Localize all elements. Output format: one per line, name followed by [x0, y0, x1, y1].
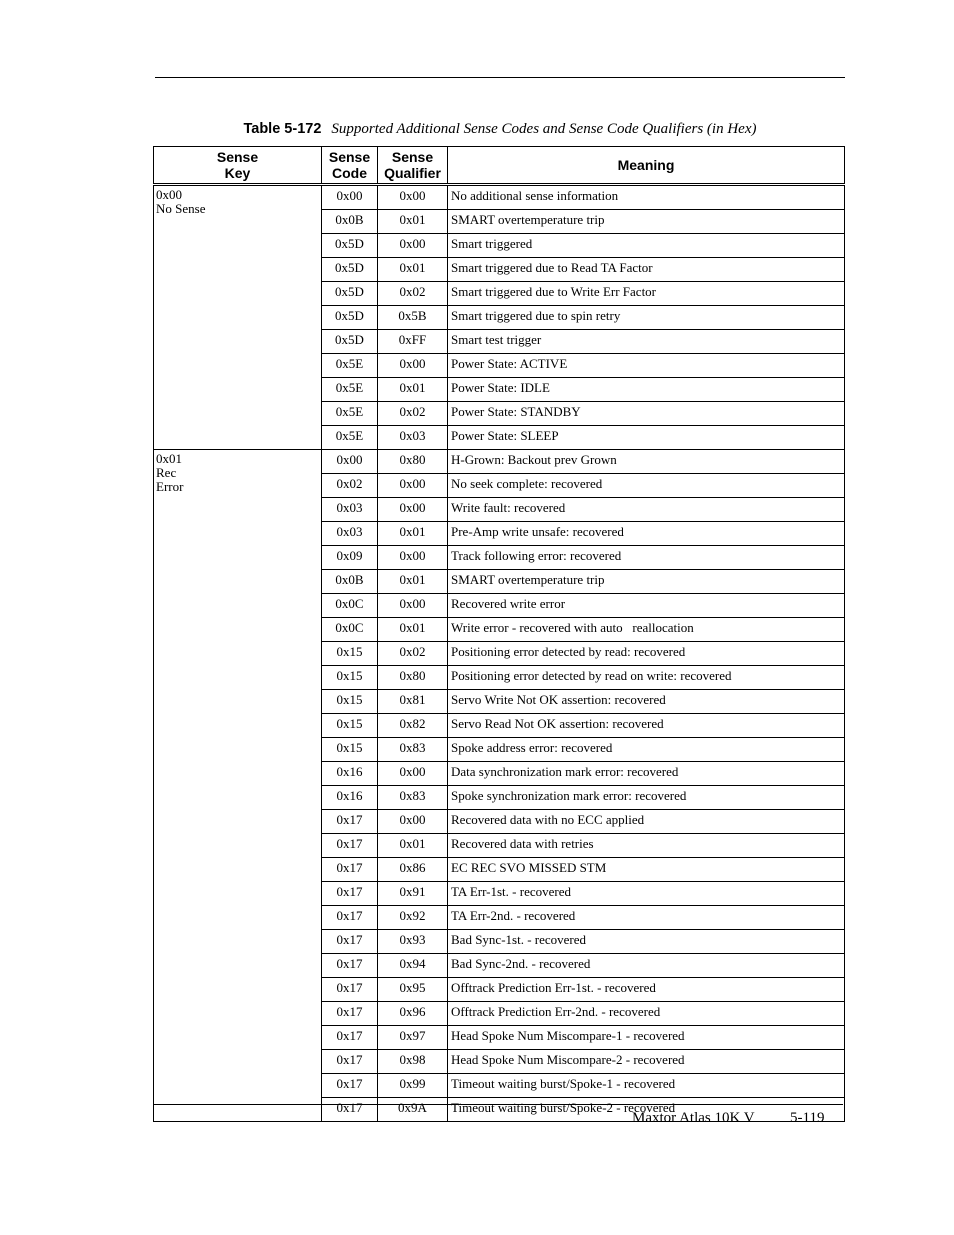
- sense-key-cell: [154, 450, 322, 1122]
- meaning-cell: Head Spoke Num Miscompare-1 - recovered: [448, 1026, 845, 1050]
- sense-qualifier-cell: 0x93: [378, 930, 448, 954]
- sense-qualifier-cell: 0x01: [378, 618, 448, 642]
- sense-code-cell: 0x17: [322, 1002, 378, 1026]
- meaning-cell: Power State: IDLE: [448, 378, 845, 402]
- sense-qualifier-cell: 0x97: [378, 1026, 448, 1050]
- sense-qualifier-cell: 0x01: [378, 258, 448, 282]
- meaning-cell: Write error - recovered with auto reallocation: [448, 618, 845, 642]
- sense-code-cell: 0x16: [322, 762, 378, 786]
- meaning-cell: Smart triggered due to spin retry: [448, 306, 845, 330]
- meaning-cell: EC REC SVO MISSED STM: [448, 858, 845, 882]
- footer-product-name: Maxtor Atlas 10K V: [632, 1110, 755, 1126]
- sense-qualifier-cell: 0x00: [378, 594, 448, 618]
- footer-rule: [153, 1104, 843, 1105]
- meaning-cell: Power State: SLEEP: [448, 426, 845, 450]
- sense-key-cell: [154, 185, 322, 450]
- meaning-cell: Timeout waiting burst/Spoke-1 - recovered: [448, 1074, 845, 1098]
- meaning-cell: Write fault: recovered: [448, 498, 845, 522]
- sense-key-line: 0x00: [156, 187, 182, 202]
- meaning-cell: TA Err-2nd. - recovered: [448, 906, 845, 930]
- sense-key-line: No Sense: [156, 201, 206, 216]
- meaning-cell: Smart triggered due to Write Err Factor: [448, 282, 845, 306]
- header-sense-key: Sense Key: [154, 147, 322, 185]
- sense-code-cell: 0x09: [322, 546, 378, 570]
- sense-qualifier-cell: 0x92: [378, 906, 448, 930]
- sense-code-cell: 0x5D: [322, 234, 378, 258]
- meaning-cell: Offtrack Prediction Err-2nd. - recovered: [448, 1002, 845, 1026]
- sense-code-cell: 0x16: [322, 786, 378, 810]
- sense-qualifier-cell: 0x01: [378, 522, 448, 546]
- meaning-cell: Recovered write error: [448, 594, 845, 618]
- sense-code-cell: 0x15: [322, 690, 378, 714]
- meaning-cell: H-Grown: Backout prev Grown: [448, 450, 845, 474]
- sense-qualifier-cell: 0x01: [378, 570, 448, 594]
- meaning-cell: Recovered data with retries: [448, 834, 845, 858]
- sense-code-cell: 0x15: [322, 666, 378, 690]
- sense-qualifier-cell: 0x01: [378, 834, 448, 858]
- meaning-cell: SMART overtemperature trip: [448, 210, 845, 234]
- sense-qualifier-cell: 0x86: [378, 858, 448, 882]
- meaning-cell: Bad Sync-2nd. - recovered: [448, 954, 845, 978]
- sense-qualifier-cell: 0x02: [378, 282, 448, 306]
- sense-qualifier-cell: 0x00: [378, 810, 448, 834]
- sense-code-cell: 0x5D: [322, 306, 378, 330]
- table-row: [154, 450, 845, 474]
- sense-code-cell: 0x5D: [322, 330, 378, 354]
- sense-qualifier-cell: 0x00: [378, 354, 448, 378]
- sense-code-cell: 0x17: [322, 906, 378, 930]
- header-meaning: Meaning: [448, 147, 845, 185]
- header-rule: [155, 77, 845, 78]
- sense-code-cell: 0x5E: [322, 426, 378, 450]
- sense-qualifier-cell: 0x02: [378, 402, 448, 426]
- meaning-cell: Track following error: recovered: [448, 546, 845, 570]
- sense-code-cell: 0x5D: [322, 282, 378, 306]
- header-sense-code: Sense Code: [322, 147, 378, 185]
- sense-code-cell: 0x17: [322, 930, 378, 954]
- meaning-cell: Data synchronization mark error: recovered: [448, 762, 845, 786]
- sense-code-cell: 0x17: [322, 1026, 378, 1050]
- sense-code-cell: 0x17: [322, 858, 378, 882]
- sense-code-cell: 0x0B: [322, 570, 378, 594]
- meaning-cell: SMART overtemperature trip: [448, 570, 845, 594]
- meaning-cell: Pre-Amp write unsafe: recovered: [448, 522, 845, 546]
- sense-code-cell: 0x15: [322, 738, 378, 762]
- meaning-cell: Power State: STANDBY: [448, 402, 845, 426]
- sense-qualifier-cell: 0x94: [378, 954, 448, 978]
- footer-page-number: 5-119: [790, 1110, 825, 1126]
- meaning-cell: Power State: ACTIVE: [448, 354, 845, 378]
- sense-qualifier-cell: 0x95: [378, 978, 448, 1002]
- sense-code-cell: 0x17: [322, 1050, 378, 1074]
- sense-code-cell: 0x17: [322, 1074, 378, 1098]
- sense-key-line: 0x01: [156, 451, 182, 466]
- meaning-cell: Smart test trigger: [448, 330, 845, 354]
- table-number: Table 5-172: [243, 121, 322, 137]
- sense-code-cell: 0x5D: [322, 258, 378, 282]
- sense-qualifier-cell: 0x00: [378, 234, 448, 258]
- header-sense-qualifier: Sense Qualifier: [378, 147, 448, 185]
- sense-qualifier-cell: 0x00: [378, 474, 448, 498]
- sense-qualifier-cell: 0xFF: [378, 330, 448, 354]
- sense-code-cell: 0x15: [322, 714, 378, 738]
- sense-qualifier-cell: 0x00: [378, 185, 448, 210]
- sense-code-cell: 0x03: [322, 522, 378, 546]
- sense-qualifier-cell: 0x01: [378, 378, 448, 402]
- sense-code-cell: 0x17: [322, 1098, 378, 1122]
- sense-qualifier-cell: 0x80: [378, 450, 448, 474]
- sense-code-cell: 0x00: [322, 450, 378, 474]
- sense-key-line: Error: [156, 479, 184, 494]
- sense-code-cell: 0x17: [322, 834, 378, 858]
- sense-code-cell: 0x5E: [322, 402, 378, 426]
- meaning-cell: Servo Read Not OK assertion: recovered: [448, 714, 845, 738]
- sense-qualifier-cell: 0x01: [378, 210, 448, 234]
- sense-qualifier-cell: 0x5B: [378, 306, 448, 330]
- meaning-cell: Recovered data with no ECC applied: [448, 810, 845, 834]
- table-header-row: [154, 147, 845, 185]
- sense-code-cell: 0x0C: [322, 618, 378, 642]
- sense-qualifier-cell: 0x98: [378, 1050, 448, 1074]
- sense-qualifier-cell: 0x9A: [378, 1098, 448, 1122]
- sense-code-cell: 0x15: [322, 642, 378, 666]
- sense-qualifier-cell: 0x83: [378, 786, 448, 810]
- meaning-cell: Servo Write Not OK assertion: recovered: [448, 690, 845, 714]
- sense-qualifier-cell: 0x96: [378, 1002, 448, 1026]
- sense-qualifier-cell: 0x03: [378, 426, 448, 450]
- sense-qualifier-cell: 0x00: [378, 762, 448, 786]
- meaning-cell: Spoke address error: recovered: [448, 738, 845, 762]
- sense-code-table: [153, 146, 845, 1122]
- meaning-cell: Positioning error detected by read: recovered: [448, 642, 845, 666]
- sense-code-cell: 0x17: [322, 954, 378, 978]
- meaning-cell: No additional sense information: [448, 185, 845, 210]
- meaning-cell: Smart triggered: [448, 234, 845, 258]
- table-caption: [155, 121, 845, 138]
- sense-code-cell: 0x02: [322, 474, 378, 498]
- sense-code-cell: 0x17: [322, 882, 378, 906]
- sense-qualifier-cell: 0x82: [378, 714, 448, 738]
- meaning-cell: Smart triggered due to Read TA Factor: [448, 258, 845, 282]
- sense-qualifier-cell: 0x00: [378, 498, 448, 522]
- sense-key-line: Rec: [156, 465, 177, 480]
- sense-qualifier-cell: 0x80: [378, 666, 448, 690]
- sense-qualifier-cell: 0x91: [378, 882, 448, 906]
- sense-code-cell: 0x5E: [322, 354, 378, 378]
- meaning-cell: Spoke synchronization mark error: recovered: [448, 786, 845, 810]
- meaning-cell: Offtrack Prediction Err-1st. - recovered: [448, 978, 845, 1002]
- sense-code-cell: 0x0C: [322, 594, 378, 618]
- sense-code-cell: 0x00: [322, 185, 378, 210]
- sense-code-cell: 0x17: [322, 810, 378, 834]
- sense-qualifier-cell: 0x99: [378, 1074, 448, 1098]
- meaning-cell: Timeout waiting burst/Spoke-2 - recovered: [448, 1098, 845, 1122]
- table-title: Supported Additional Sense Codes and Sense Code Qualifiers (in Hex): [331, 121, 757, 137]
- meaning-cell: Bad Sync-1st. - recovered: [448, 930, 845, 954]
- sense-code-cell: 0x5E: [322, 378, 378, 402]
- table-body: [154, 185, 845, 1122]
- sense-qualifier-cell: 0x00: [378, 546, 448, 570]
- sense-code-cell: 0x17: [322, 978, 378, 1002]
- meaning-cell: No seek complete: recovered: [448, 474, 845, 498]
- table-row: [154, 185, 845, 210]
- sense-code-cell: 0x0B: [322, 210, 378, 234]
- meaning-cell: Positioning error detected by read on write: recovered: [448, 666, 845, 690]
- meaning-cell: Head Spoke Num Miscompare-2 - recovered: [448, 1050, 845, 1074]
- meaning-cell: TA Err-1st. - recovered: [448, 882, 845, 906]
- sense-qualifier-cell: 0x83: [378, 738, 448, 762]
- sense-qualifier-cell: 0x02: [378, 642, 448, 666]
- sense-qualifier-cell: 0x81: [378, 690, 448, 714]
- sense-code-cell: 0x03: [322, 498, 378, 522]
